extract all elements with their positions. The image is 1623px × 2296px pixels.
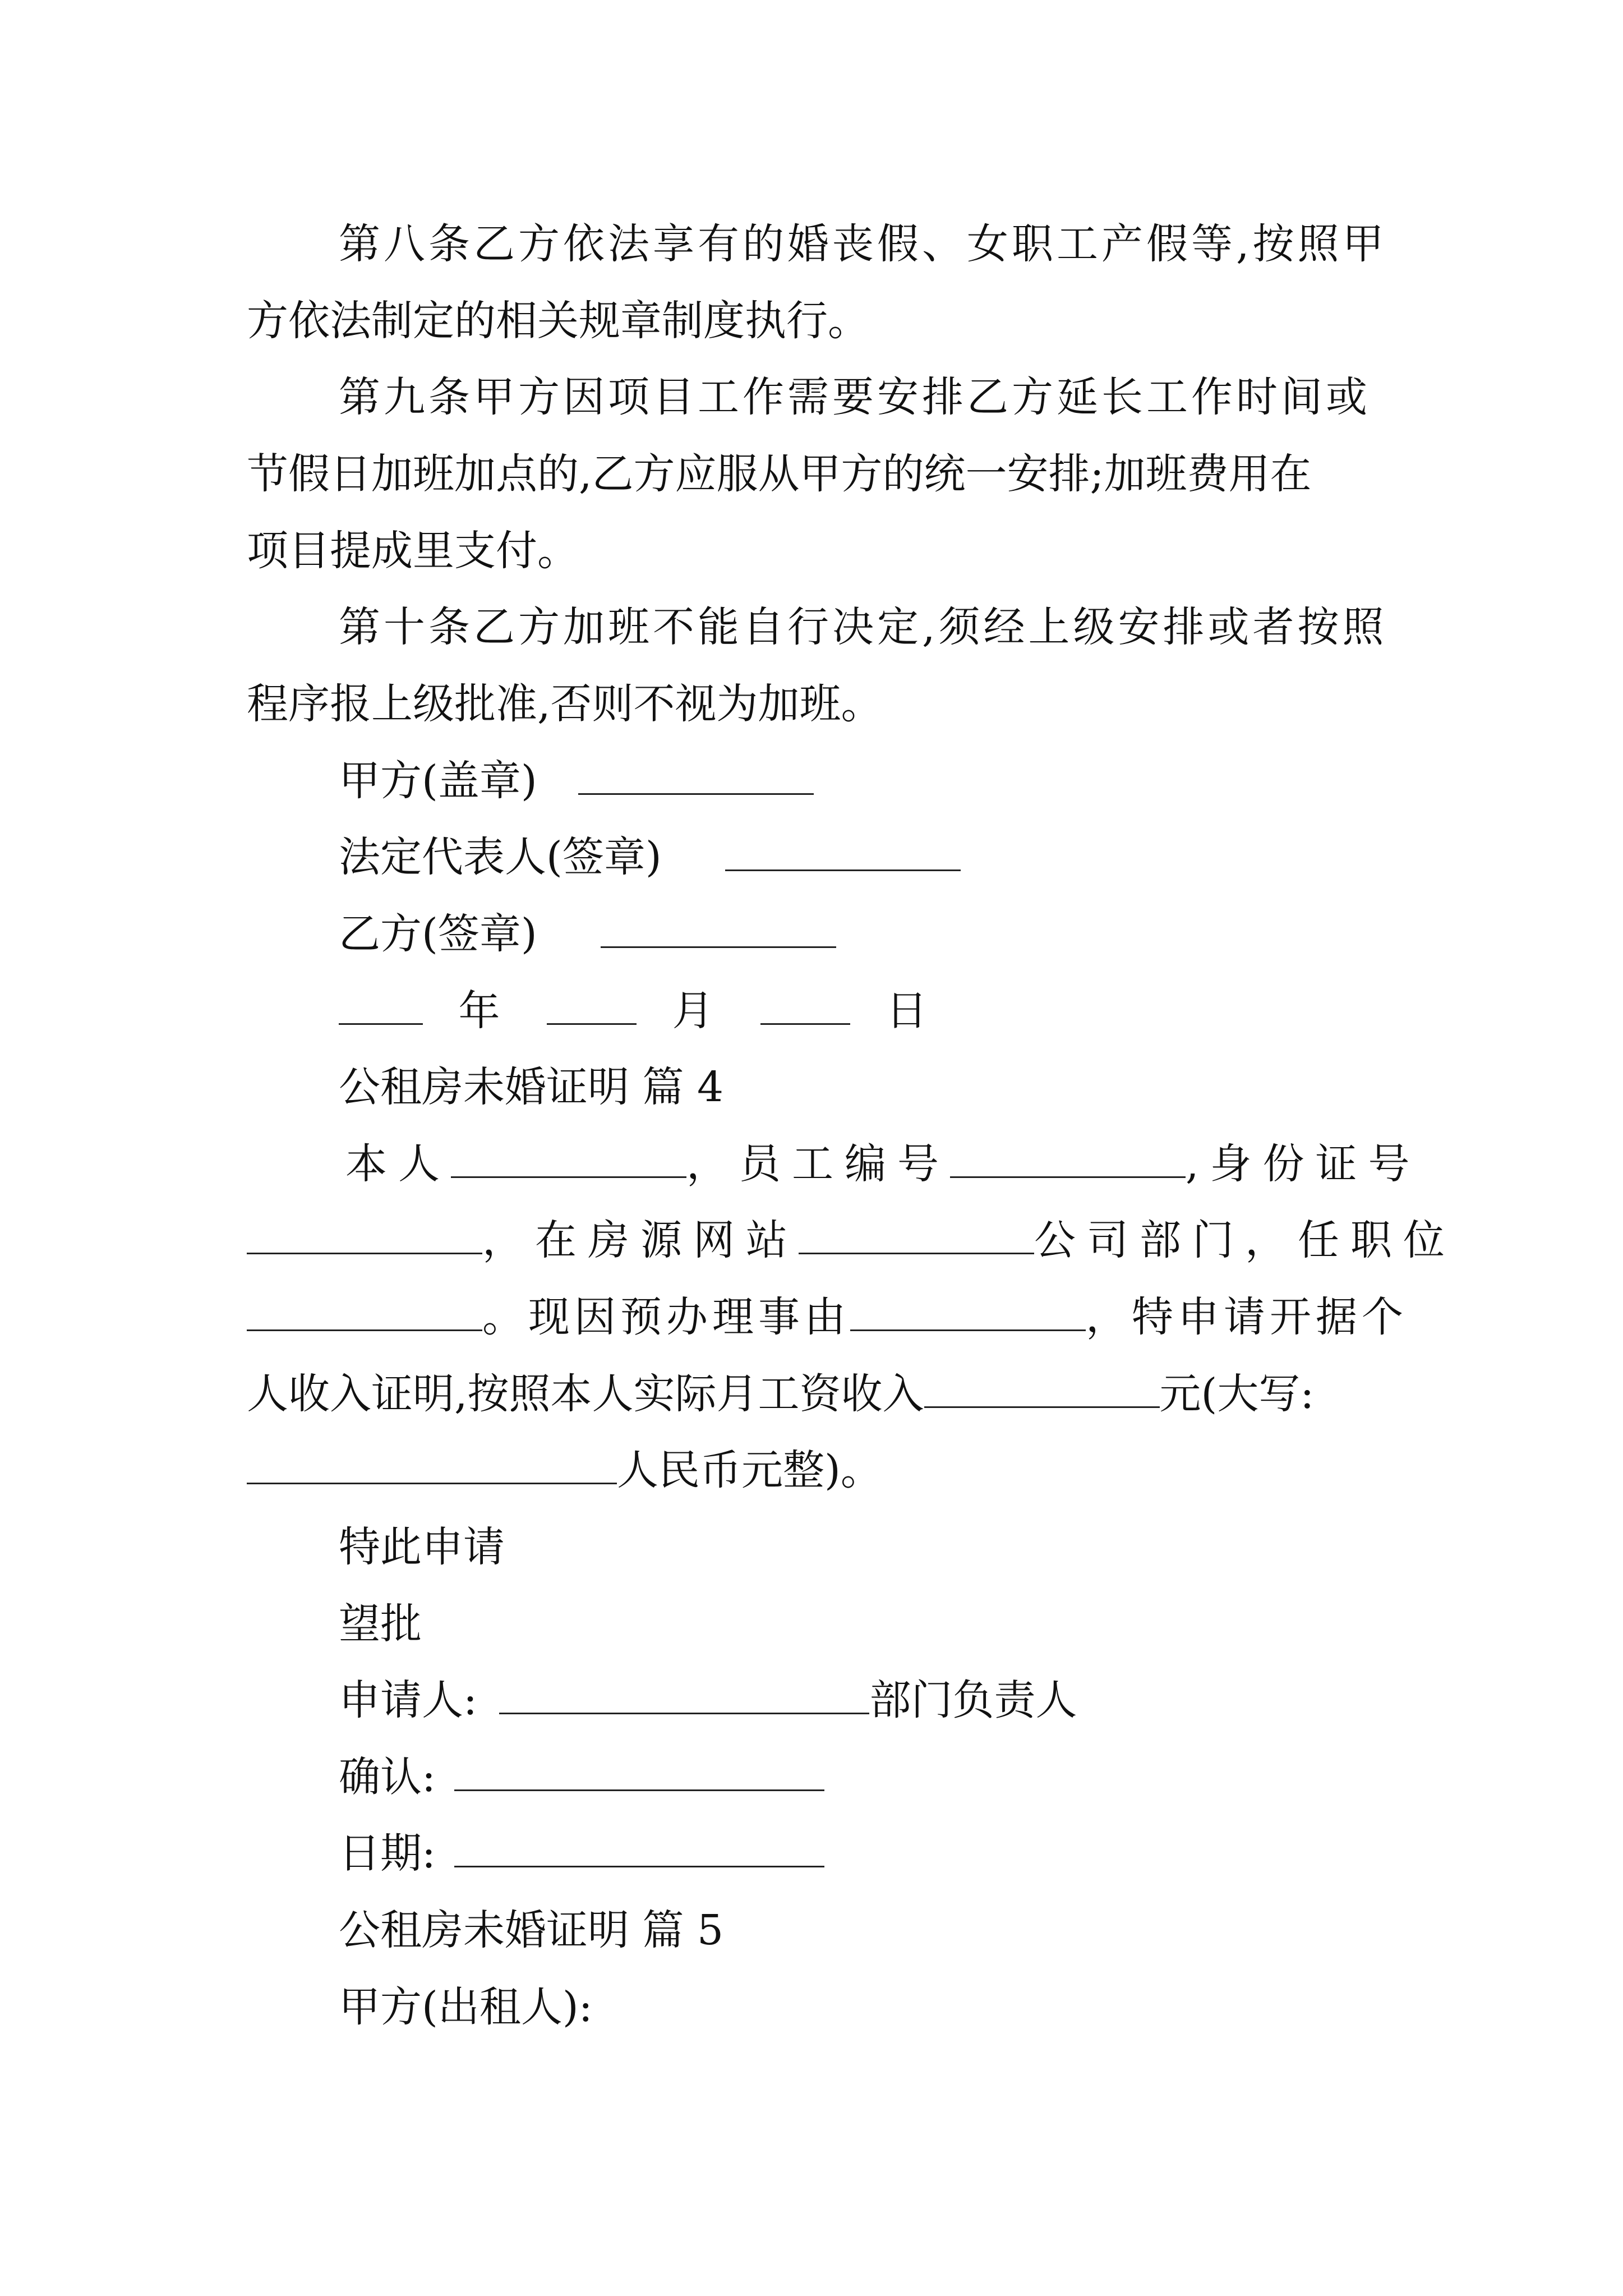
p1-text-b: ，员工编号	[686, 1140, 950, 1188]
article9-line3: 项目提成里支付。	[247, 527, 579, 575]
article10-line1: 第十条乙方加班不能自行决定,须经上级安排或者按照	[339, 603, 1387, 651]
year-label: 年	[458, 987, 500, 1035]
date-row	[339, 983, 928, 1039]
reason-blank[interactable]	[850, 1296, 1086, 1331]
legal-rep-row	[339, 829, 961, 885]
name-blank[interactable]	[451, 1143, 686, 1178]
p5-text-a: 人民币元整)。	[617, 1446, 882, 1494]
section4-p1	[345, 1136, 1421, 1192]
day-blank[interactable]	[760, 990, 850, 1025]
dept-head-label: 部门负责人	[869, 1676, 1077, 1724]
p3-text-a: 。现因预办理事由	[482, 1293, 850, 1341]
party-a-seal-row	[339, 753, 814, 809]
article9-line1: 第九条甲方因项目工作需要安排乙方延长工作时间或	[339, 373, 1371, 421]
section4-p4	[247, 1366, 1314, 1422]
party-b-sign-blank[interactable]	[601, 913, 836, 948]
income-uppercase-blank[interactable]	[247, 1449, 617, 1484]
day-label: 日	[886, 987, 928, 1035]
section4-p3	[247, 1289, 1408, 1345]
p2-text-b: 公司部门，任职位	[1034, 1216, 1456, 1264]
month-label: 月	[672, 987, 714, 1035]
section4-p5	[247, 1442, 882, 1498]
section4-p2	[247, 1212, 1456, 1268]
apply-text: 特此申请	[339, 1523, 505, 1571]
confirm-blank[interactable]	[454, 1756, 824, 1791]
income-blank[interactable]	[924, 1373, 1160, 1408]
company-blank[interactable]	[799, 1219, 1034, 1254]
year-blank[interactable]	[339, 990, 423, 1025]
p4-text-a: 人收入证明,按照本人实际月工资收入	[247, 1370, 924, 1418]
section5-heading: 公租房未婚证明 篇 5	[339, 1906, 724, 1954]
approve-text: 望批	[339, 1600, 422, 1648]
section4-heading: 公租房未婚证明 篇 4	[339, 1063, 724, 1111]
legal-rep-blank[interactable]	[725, 836, 961, 871]
position-blank[interactable]	[247, 1296, 482, 1331]
applicant-label: 申请人:	[339, 1676, 477, 1724]
month-blank[interactable]	[547, 990, 637, 1025]
p1-text-a: 本人	[345, 1140, 451, 1188]
id-number-blank[interactable]	[247, 1219, 482, 1254]
date-sign-label: 日期:	[339, 1829, 436, 1878]
p1-text-c: ,身份证号	[1186, 1140, 1421, 1188]
article8-line2: 方依法制定的相关规章制度执行。	[247, 297, 869, 345]
date-sign-row	[339, 1825, 824, 1881]
p4-text-b: 元(大写:	[1159, 1370, 1315, 1418]
p2-text-a: ，在房源网站	[482, 1216, 799, 1264]
date-sign-blank[interactable]	[454, 1832, 824, 1867]
article10-line2: 程序报上级批准,否则不视为加班。	[247, 680, 883, 728]
section5-party-a: 甲方(出租人):	[339, 1983, 593, 2031]
party-b-sign-row	[339, 906, 836, 962]
party-a-seal-label: 甲方(盖章)	[339, 757, 537, 805]
employee-id-blank[interactable]	[950, 1143, 1186, 1178]
p3-text-b: ，特申请开据个	[1086, 1293, 1408, 1341]
applicant-blank[interactable]	[499, 1679, 869, 1714]
article9-line2: 节假日加班加点的,乙方应服从甲方的统一安排;加班费用在	[247, 450, 1312, 498]
applicant-row	[339, 1672, 1077, 1728]
confirm-label: 确认:	[339, 1753, 436, 1801]
legal-rep-label: 法定代表人(签章)	[339, 833, 662, 881]
party-a-seal-blank[interactable]	[578, 760, 814, 795]
confirm-row	[339, 1749, 824, 1805]
article8-line1: 第八条乙方依法享有的婚丧假、女职工产假等,按照甲	[339, 220, 1387, 268]
party-b-sign-label: 乙方(签章)	[339, 910, 537, 958]
